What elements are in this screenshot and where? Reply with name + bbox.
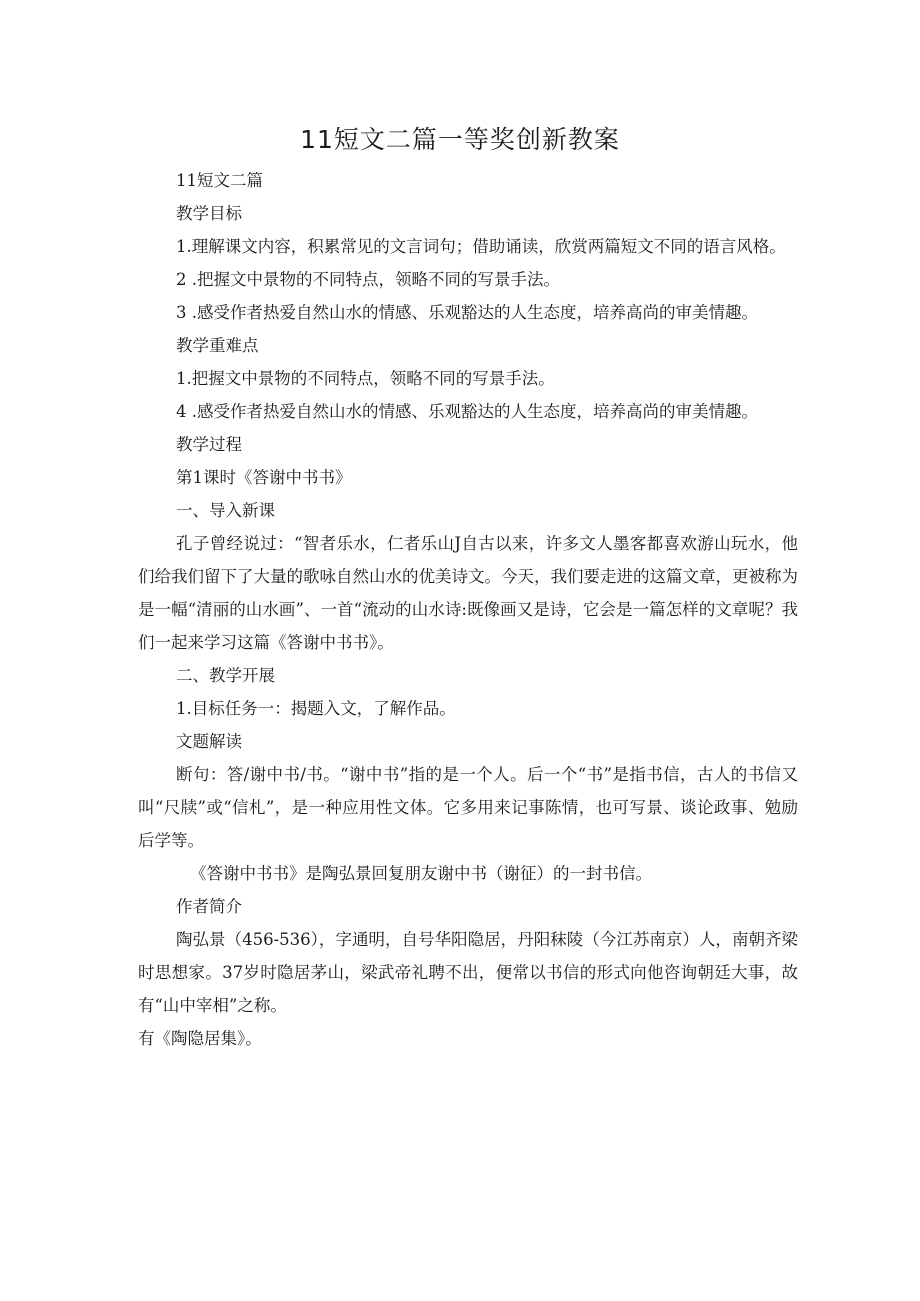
key-point-item-1: 1.把握文中景物的不同特点，领略不同的写景手法。 [176, 369, 555, 388]
lesson-period-heading: 第1课时《答谢中书书》 [176, 468, 352, 487]
section-heading-key-points: 教学重难点 [176, 336, 259, 355]
author-intro-paragraph: 陶弘景（456-536），字通明，自号华阳隐居，丹阳秣陵（今江苏南京）人，南朝齐梁时思想家。37岁时隐居茅山，梁武帝礼聘不出，便常以书信的形式向他咨询朝廷大事，故有“山中宰相”之称。 [138, 930, 798, 1015]
section-heading-process: 教学过程 [176, 435, 242, 454]
subheading-author-intro: 作者简介 [176, 897, 242, 916]
subheading-title-interpretation: 文题解读 [176, 732, 242, 751]
subsection-heading-intro: 一、导入新课 [176, 501, 275, 520]
author-works-line: 有《陶隐居集》。 [138, 1029, 262, 1048]
letter-note-paragraph: 《答谢中书书》是陶弘景回复朋友谢中书（谢征）的一封书信。 [190, 864, 652, 883]
task-item-1: 1.目标任务一：揭题入文，了解作品。 [176, 699, 456, 718]
page-title: 11短文二篇一等奖创新教案 [300, 125, 620, 154]
section-heading-objectives: 教学目标 [176, 204, 242, 223]
title-interpretation-paragraph: 断句：答/谢中书/书。“谢中书”指的是一个人。后一个“书”是指书信，古人的书信又叫“尺牍”或“信札”，是一种应用性文体。它多用来记事陈情，也可写景、谈论政事、勉励后学等。 [138, 765, 798, 850]
objective-item-2: 2 .把握文中景物的不同特点，领略不同的写景手法。 [176, 270, 560, 289]
objective-item-3: 3 .感受作者热爱自然山水的情感、乐观豁达的人生态度，培养高尚的审美情趣。 [176, 303, 758, 322]
intro-paragraph: 孔子曾经说过：“智者乐水，仁者乐山J自古以来，许多文人墨客都喜欢游山玩水，他们给我们留下了大量的歌咏自然山水的优美诗文。今天，我们要走进的这篇文章，更被称为是一幅“清丽的山水画”、一首“流动的山水诗:既像画又是诗，它会是一篇怎样的文章呢？我们一起来学习这篇《答谢中书书》。 [138, 534, 798, 652]
key-point-item-2: 4 .感受作者热爱自然山水的情感、乐观豁达的人生态度，培养高尚的审美情趣。 [176, 402, 758, 421]
lesson-heading: 11短文二篇 [176, 171, 263, 190]
objective-item-1: 1.理解课文内容，积累常见的文言词句；借助诵读，欣赏两篇短文不同的语言风格。 [176, 237, 786, 256]
document-body [138, 164, 798, 1055]
subsection-heading-teaching: 二、教学开展 [176, 666, 275, 685]
